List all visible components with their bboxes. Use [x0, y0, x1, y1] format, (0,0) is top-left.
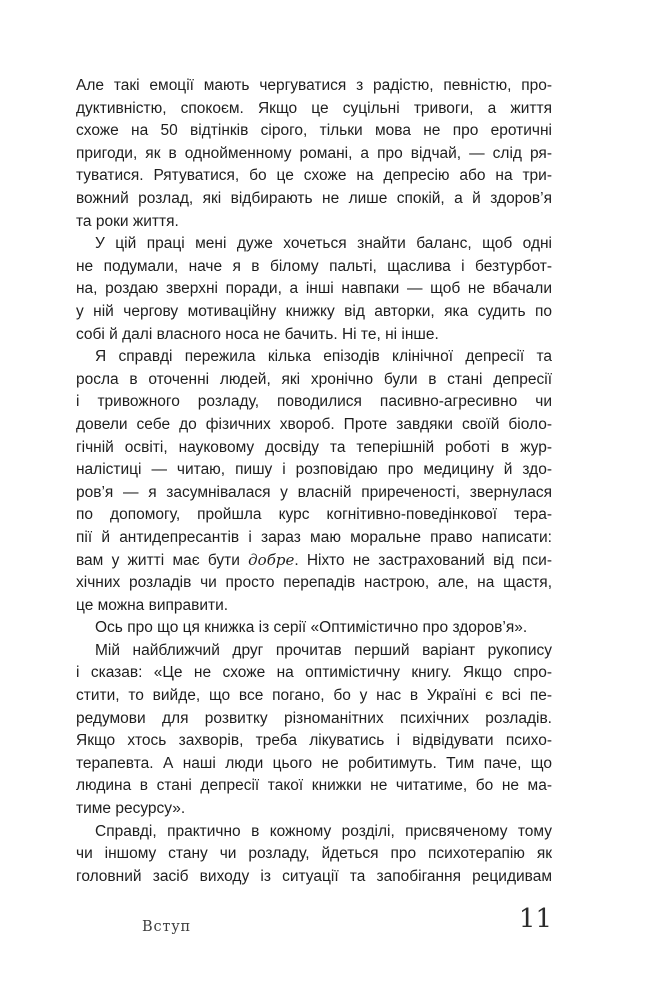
- text-segment: вам у житті має бути: [76, 552, 249, 570]
- text-segment: чи іншому стану чи розладу, йдеться про психотерапію як: [76, 845, 552, 863]
- text-segment: Якщо хтось захворів, треба лікуватись і відвідувати психо-: [76, 732, 552, 750]
- text-line: [76, 640, 552, 663]
- text-line: [76, 821, 552, 844]
- text-segment: налістиці — читаю, пишу і розповідаю про медицину й здо-: [76, 461, 552, 479]
- text-segment: тиме ресурсу».: [76, 800, 186, 817]
- text-line: [76, 753, 552, 776]
- text-segment: і тривожного розладу, поводилися пасивно-агресивно чи: [76, 393, 552, 411]
- text-line: [76, 98, 552, 121]
- text-segment: Я справді пережила кілька епізодів клінічної депресії та: [95, 348, 552, 366]
- text-segment: пії й антидепресантів і зараз маю моральне право написати:: [76, 528, 552, 546]
- paragraph: [76, 821, 552, 889]
- footer-section-label: Вступ: [142, 919, 191, 935]
- text-line: [76, 188, 552, 211]
- text-segment: головний засіб виходу із ситуації та запобігання рецидивам: [76, 867, 552, 885]
- text-segment: Ось про що ця книжка із серії «Оптимістично про здоров’я».: [95, 619, 528, 637]
- footer-page-number: 11: [518, 904, 552, 934]
- text-line: [76, 414, 552, 437]
- paragraph: [76, 346, 552, 617]
- text-line: [76, 549, 552, 572]
- text-segment: це можна виправити.: [76, 596, 229, 614]
- text-line: [76, 346, 552, 369]
- text-line: [76, 572, 552, 595]
- text-line: [76, 595, 552, 618]
- text-line: [76, 708, 552, 731]
- text-line: [76, 324, 552, 347]
- page-text: [76, 75, 552, 888]
- text-segment: вожний розлад, які відбирають не лише спокій, а й здоров’я: [76, 189, 552, 207]
- text-segment: у ній чергову мотиваційну книжку від авторки, яка судить по: [76, 302, 552, 320]
- text-line: [76, 866, 552, 889]
- text-line: [76, 730, 552, 753]
- text-segment: схоже на 50 відтінків сірого, тільки мова не про еротичні: [76, 122, 552, 140]
- text-line: [76, 482, 552, 505]
- text-segment: і сказав: «Це не схоже на оптимістичну книгу. Якщо спро-: [76, 664, 552, 682]
- text-segment: пригоди, як в однойменному романі, а про відчай, — слід ря-: [76, 144, 552, 162]
- text-segment: на, роздаю зверхні поради, а інші навпаки — щоб не вбачали: [76, 280, 552, 298]
- text-segment: стити, то вийде, що все погано, бо у нас в Україні є всі пе-: [76, 687, 552, 705]
- italic-text: добре: [248, 551, 295, 570]
- text-line: [76, 617, 552, 640]
- text-line: [76, 662, 552, 685]
- text-segment: не подумали, наче я в білому пальті, щаслива і безтурбот-: [76, 257, 552, 275]
- text-segment: по допомогу, пройшла курс когнітивно-поведінкової тера-: [76, 506, 552, 524]
- text-line: [76, 798, 552, 821]
- text-line: [76, 75, 552, 98]
- text-segment: Мій найближчий друг прочитав перший варіант рукопису: [95, 641, 552, 659]
- text-segment: ров’я — я засумнівалася у власній приреченості, звернулася: [76, 483, 552, 501]
- paragraph: [76, 617, 552, 640]
- text-segment: Справді, практично в кожному розділі, присвяченому тому: [95, 822, 552, 840]
- text-segment: довели себе до фізичних хвороб. Проте завдяки своїй біоло-: [76, 415, 552, 433]
- text-line: [76, 527, 552, 550]
- text-line: [76, 369, 552, 392]
- text-segment: У цій праці мені дуже хочеться знайти баланс, щоб одні: [95, 235, 552, 253]
- text-segment: людина в стані депресії такої книжки не читатиме, бо не ма-: [76, 777, 552, 795]
- text-line: [76, 391, 552, 414]
- text-line: [76, 256, 552, 279]
- text-segment: хічних розладів чи просто перепадів настрою, але, на щастя,: [76, 574, 552, 592]
- paragraph: [76, 640, 552, 821]
- text-segment: гічній освіті, науковому досвіду та теперішній роботі в жур-: [76, 438, 552, 456]
- text-segment: редумови для розвитку різноманітних психічних розладів.: [76, 709, 552, 727]
- text-segment: росла в оточенні людей, які хронічно були в стані депресії: [76, 370, 552, 388]
- text-line: [76, 211, 552, 234]
- text-line: [76, 437, 552, 460]
- paragraph: [76, 233, 552, 346]
- text-segment: дуктивністю, спокоєм. Якщо це суцільні тривоги, а життя: [76, 99, 552, 117]
- text-segment: Але такі емоції мають чергуватися з радістю, певністю, про-: [76, 77, 552, 94]
- text-segment: собі й далі власного носа не бачить. Ні те, ні інше.: [76, 325, 439, 343]
- text-line: [76, 165, 552, 188]
- text-line: [76, 278, 552, 301]
- text-line: [76, 233, 552, 256]
- text-line: [76, 459, 552, 482]
- text-line: [76, 504, 552, 527]
- text-line: [76, 843, 552, 866]
- text-segment: терапевта. А наші люди цього не робитимуть. Тим паче, що: [76, 754, 552, 772]
- paragraph: [76, 75, 552, 233]
- text-segment: та роки життя.: [76, 212, 179, 230]
- text-line: [76, 685, 552, 708]
- text-segment: туватися. Рятуватися, бо це схоже на депресію або на три-: [76, 167, 552, 185]
- text-line: [76, 301, 552, 324]
- text-line: [76, 775, 552, 798]
- text-line: [76, 143, 552, 166]
- text-line: [76, 120, 552, 143]
- text-segment: . Ніхто не застрахований від пси-: [294, 552, 552, 570]
